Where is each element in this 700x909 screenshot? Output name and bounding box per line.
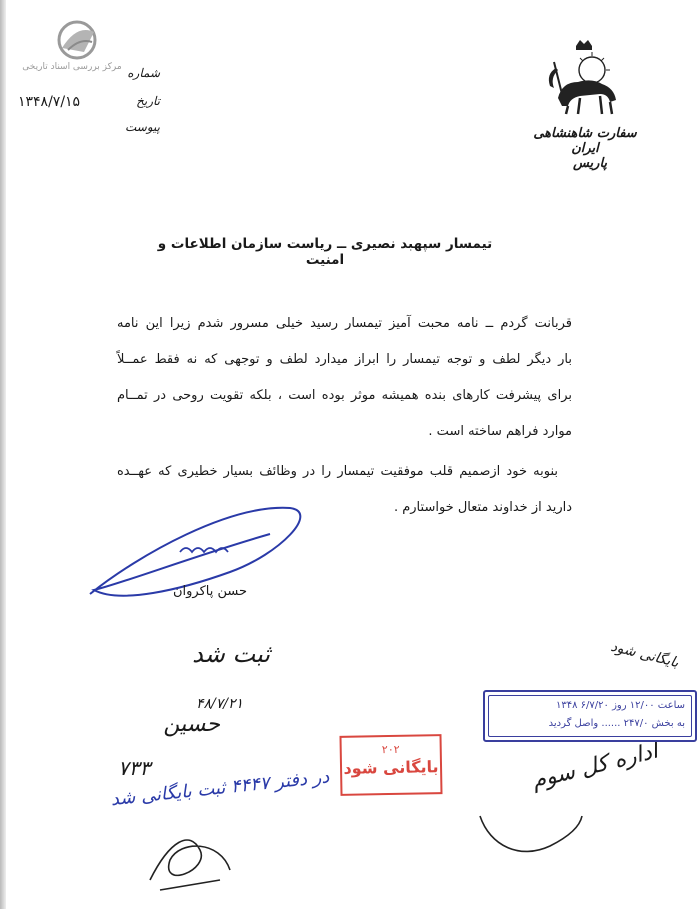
- handwritten-note: ثبت شد: [192, 640, 270, 668]
- archive-stamp: [339, 734, 442, 796]
- scribble-icon: [470, 796, 590, 866]
- letter-line: موارد فراهم ساخته است .: [428, 424, 572, 439]
- handwritten-note: بایگانی شود: [609, 638, 681, 672]
- stamp-number: ۲۰۲: [381, 742, 400, 757]
- recipient-line: تیمسار سپهبد نصیری ــ ریاست سازمان اطلاعات و امنیت: [157, 236, 493, 268]
- closing-line: بنوبه خود ازصمیم قلب موفقیت تیمسار را در وظائف بسیار خطیری که عهــده: [117, 464, 558, 479]
- archive-logo: [22, 18, 122, 78]
- date-label: تاریخ: [136, 94, 160, 108]
- handwritten-date: ۴۸/۷/۲۱: [196, 696, 244, 712]
- number-label: شماره: [127, 66, 160, 80]
- stamp-line: به بخش ۲۴۷/۰ ...... واصل گردید: [548, 718, 685, 729]
- city-name: پاریس: [572, 156, 608, 171]
- embassy-name: سفارت شاهنشاهی ایران: [533, 126, 637, 156]
- handwritten-note: ۷۳۳: [118, 756, 151, 780]
- letter-line: بار دیگر لطف و توجه تیمسار را ابراز میدارد لطف و توجهی که نه فقط عمــلاً: [117, 352, 572, 367]
- scribble-icon: [130, 820, 250, 900]
- closing-line: دارید از خداوند متعال خواستارم .: [393, 500, 572, 515]
- imperial-emblem: [540, 38, 630, 116]
- bottom-scribble: [130, 820, 250, 900]
- stamp-text: بایگانی شود: [343, 757, 439, 778]
- handwritten-note: اداره کل سوم: [529, 738, 661, 794]
- signer-name: حسن پاکروان: [172, 584, 248, 599]
- handwritten-note: حسین: [163, 712, 220, 737]
- archive-logo-caption: مرکز بررسی اسناد تاریخی: [22, 62, 122, 72]
- letter-line: قربانت گردم ــ نامه محبت آمیز تیمسار رسید خیلی مسرور شدم زیرا این نامه: [117, 316, 572, 331]
- scan-edge: [0, 0, 6, 909]
- date-value: ۱۳۴۸/۷/۱۵: [18, 94, 81, 110]
- lion-and-sun-icon: [540, 38, 630, 116]
- letter-line: برای پیشرفت کارهای بنده همیشه موثر بوده است ، بلکه تقویت روحی در تمــام: [117, 388, 572, 403]
- stamp-line: ساعت ۱۲/۰۰ روز ۶/۷/۲۰ ۱۳۴۸: [555, 700, 685, 711]
- bottom-scribble: [470, 796, 590, 866]
- attachment-label: پیوست: [125, 120, 160, 134]
- handwritten-note: در دفتر ۴۴۴۷ ثبت بایگانی شد: [109, 766, 331, 811]
- received-stamp: [483, 690, 697, 742]
